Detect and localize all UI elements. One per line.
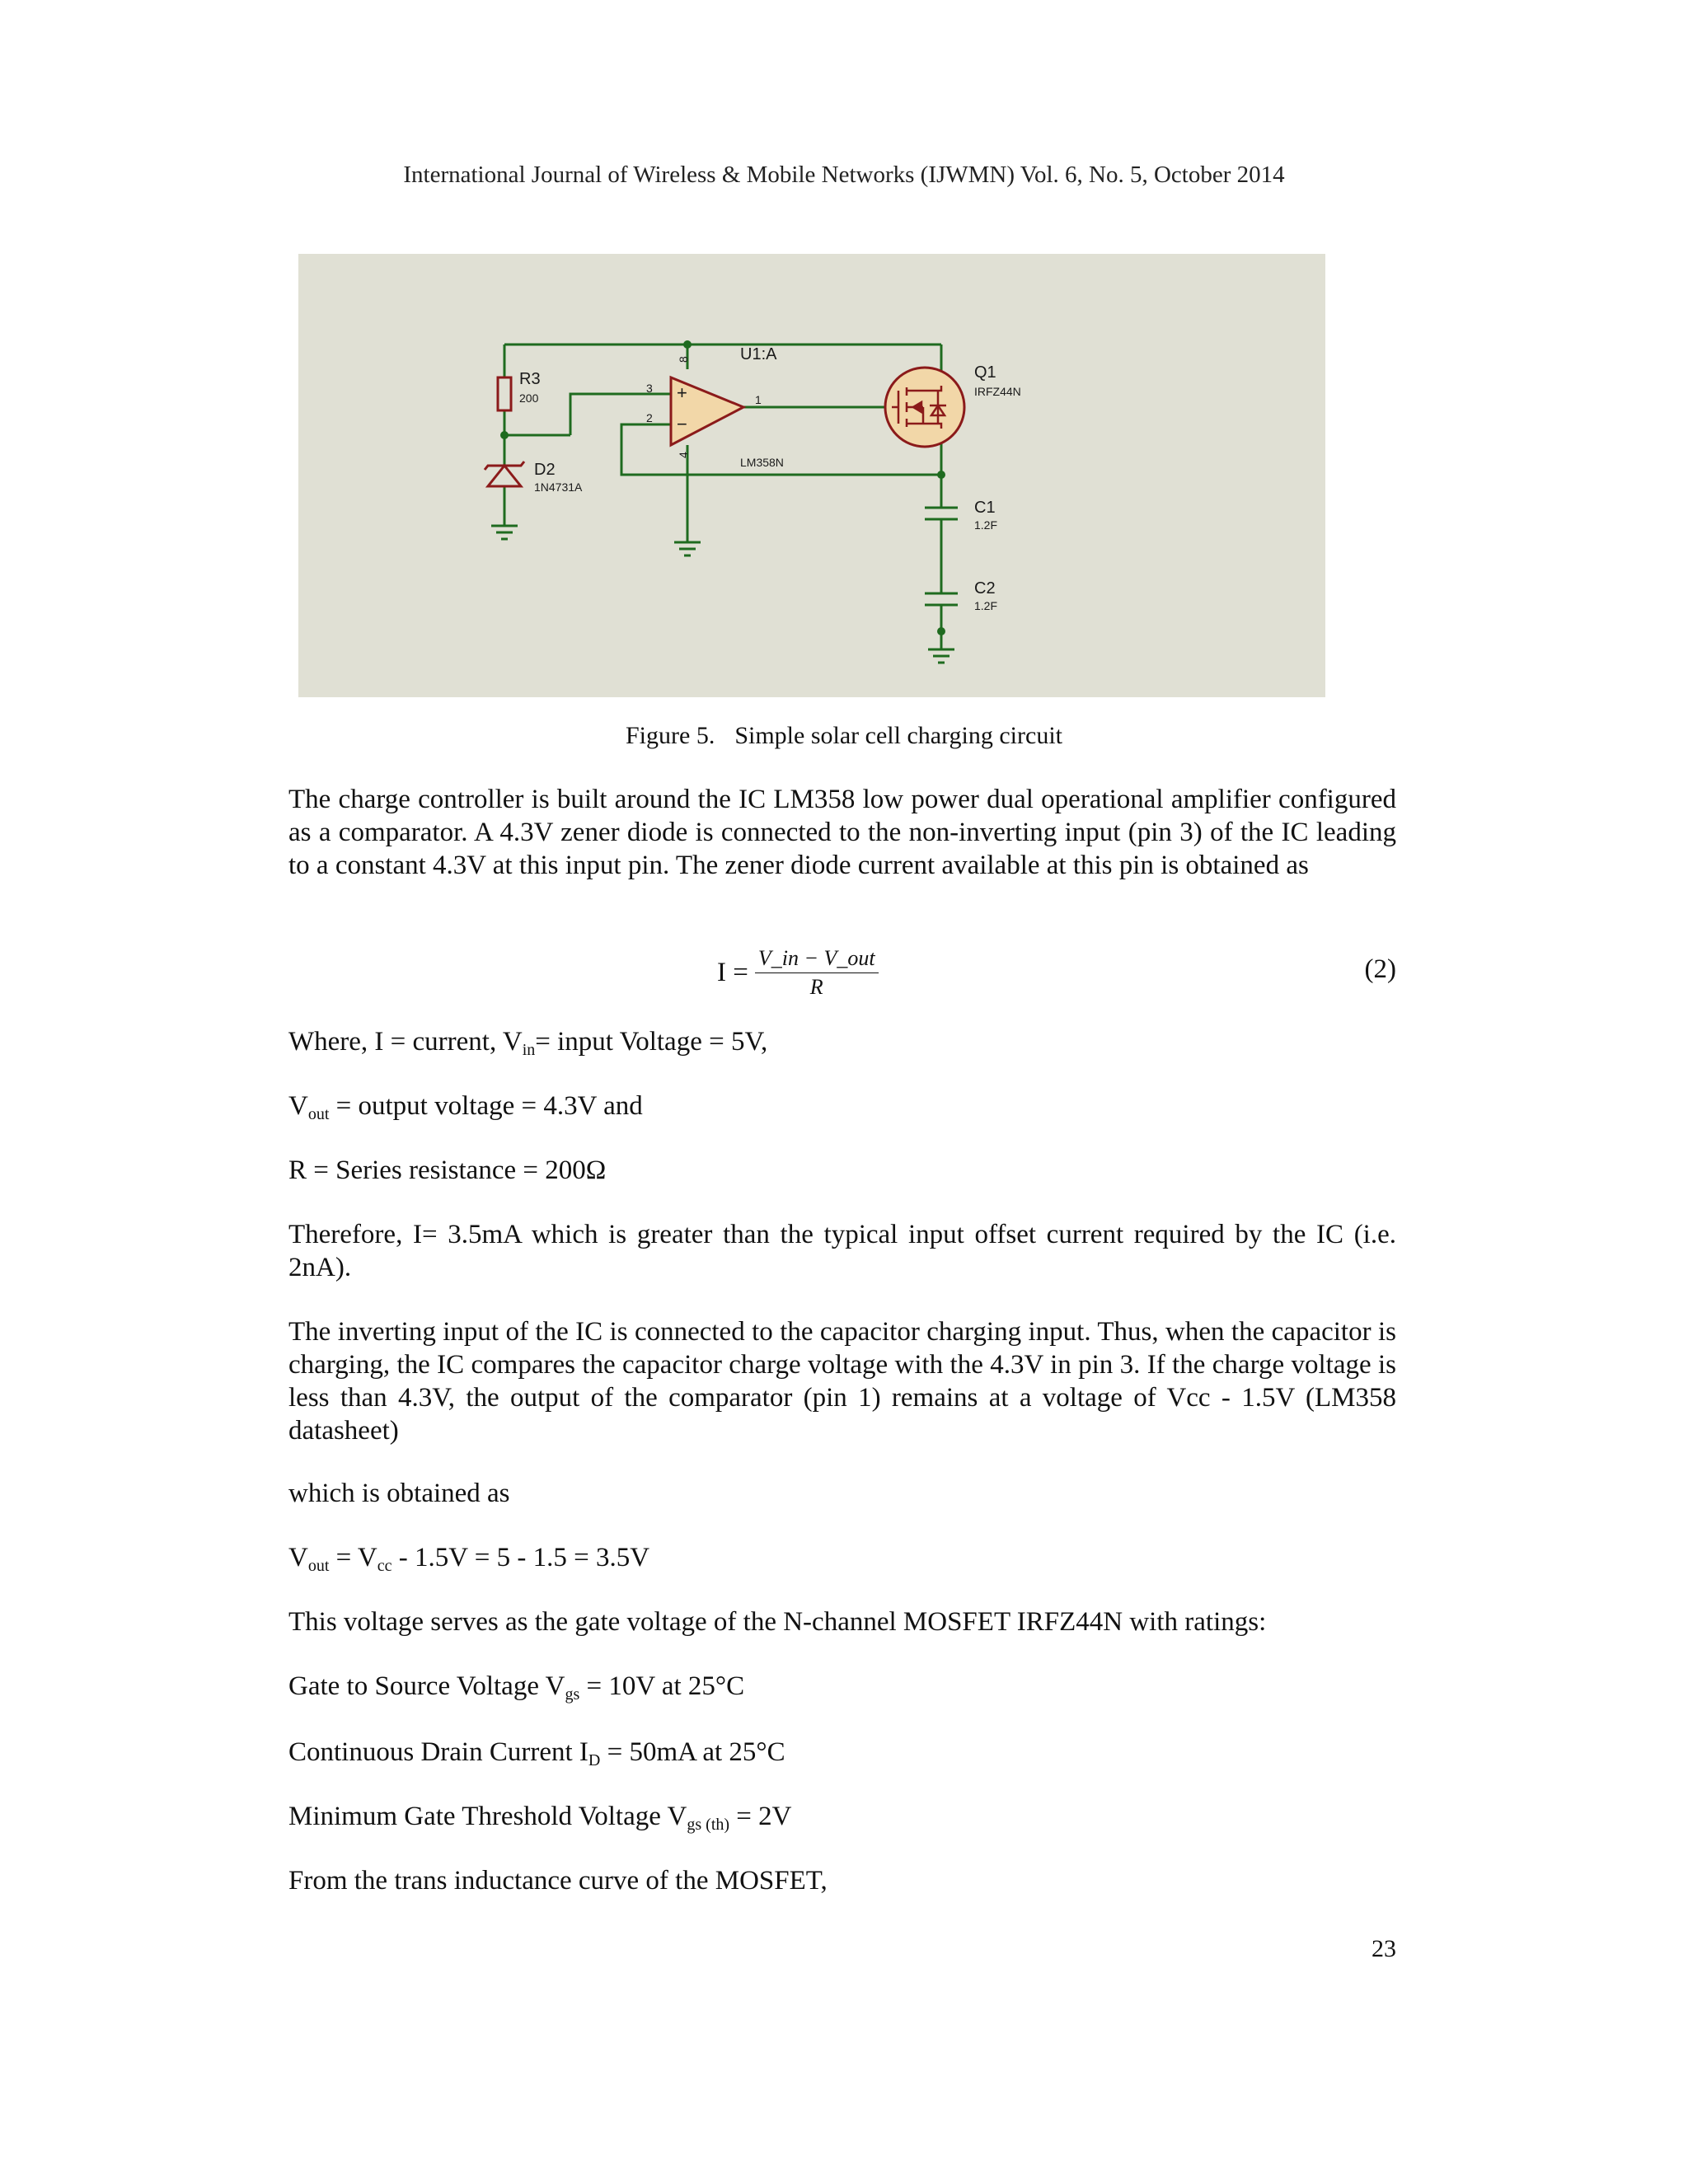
opamp-minus: − (677, 414, 687, 434)
figure-5-schematic (298, 254, 1325, 697)
wires (504, 344, 941, 649)
vout-line: $V_{out}$ = output voltage = 4.3V and (288, 1091, 643, 1123)
rating-vgs: Gate to Source Voltage $V_{gs} = 10V$ at 25°C (288, 1671, 745, 1704)
label-u1-part: LM358N (740, 456, 784, 469)
ground-mid (674, 542, 701, 555)
label-r3-value: 200 (519, 391, 539, 405)
label-d2: D2 (534, 461, 556, 479)
label-c1-value: 1.2F (974, 518, 998, 532)
equation-body (717, 946, 879, 1000)
journal-header: International Journal of Wireless & Mobile Networks (IJWMN) Vol. 6, No. 5, October 2014 (403, 162, 1285, 188)
equation-numerator: V_in − V_out (755, 946, 879, 973)
figure-caption (0, 722, 1688, 750)
ground-right (928, 649, 954, 663)
label-c1: C1 (974, 499, 996, 517)
rating-id: Continuous Drain Current $I_D = 50mA$ at 25°C (288, 1737, 785, 1769)
junction-top (683, 340, 692, 349)
label-u1: U1:A (740, 345, 777, 363)
paragraph-transconductance: From the trans inductance curve of the MOSFET, (288, 1866, 828, 1896)
junction-c2 (937, 627, 945, 635)
capacitor-c2 (925, 593, 958, 605)
junction-source (937, 471, 945, 479)
caption-text: Simple solar cell charging circuit (734, 722, 1062, 749)
equation-number: (2) (1364, 954, 1396, 984)
rating-vth: Minimum Gate Threshold Voltage $V_{gs (th)} = 2V$ (288, 1802, 792, 1834)
resistor-r3 (498, 377, 511, 410)
circuit-diagram (298, 254, 1325, 697)
label-pin2: 2 (646, 411, 653, 424)
label-pin1: 1 (755, 393, 762, 406)
label-c2: C2 (974, 579, 996, 598)
equation-lhs: I = (717, 958, 748, 987)
paragraph-gate-voltage: This voltage serves as the gate voltage of the N-channel MOSFET IRFZ44N with ratings: (288, 1607, 1267, 1637)
label-q1: Q1 (974, 363, 996, 382)
label-pin3: 3 (646, 382, 653, 395)
capacitor-c1 (925, 508, 958, 519)
zener-d2 (485, 462, 524, 486)
equation-fraction (755, 946, 879, 1000)
junction-zener (500, 431, 509, 439)
opamp-plus: + (677, 382, 687, 403)
paragraph-intro: The charge controller is built around the IC LM358 low power dual operational amplifier configured as a comparator. A 4.3V zener diode is connected to the non-inverting input (pin 3) of the IC leading to a constant 4.3V at this input pin. The zener diode current available at this pin is obtained as (288, 785, 1396, 880)
vout-equation: $V_{out} = V_{cc} - 1.5V = 5 - 1.5 = 3.5V$ (288, 1543, 650, 1575)
equation-denominator: R (809, 975, 823, 999)
page-number: 23 (1372, 1935, 1396, 1962)
where-line: Where, I = current, $V_{in}=$ input Voltage = 5V, (288, 1027, 768, 1059)
label-q1-part: IRFZ44N (974, 385, 1021, 398)
resistance-line: R = Series resistance = 200Ω (288, 1155, 607, 1185)
mosfet-q1 (885, 368, 964, 447)
ground-left (491, 526, 518, 539)
label-pin4: 4 (677, 452, 690, 458)
equation-2 (288, 938, 1396, 1004)
label-r3: R3 (519, 370, 541, 388)
label-pin8: 8 (677, 356, 690, 363)
caption-number: Figure 5. (626, 722, 715, 749)
paragraph-obtained: which is obtained as (288, 1479, 510, 1508)
paragraph-current-result: Therefore, I= 3.5mA which is greater than the typical input offset current required by the IC (i.e. 2nA). (288, 1220, 1396, 1282)
label-d2-part: 1N4731A (534, 480, 583, 494)
label-c2-value: 1.2F (974, 599, 998, 612)
paragraph-inverting-input: The inverting input of the IC is connected to the capacitor charging input. Thus, when the capacitor is charging, the IC compares the capacitor charge voltage with the 4.3V in pin 3. If the charge voltage is less than 4.3V, the output of the comparator (pin 1) remains at a voltage of Vcc - 1.5V (LM358 datasheet) (288, 1317, 1396, 1446)
